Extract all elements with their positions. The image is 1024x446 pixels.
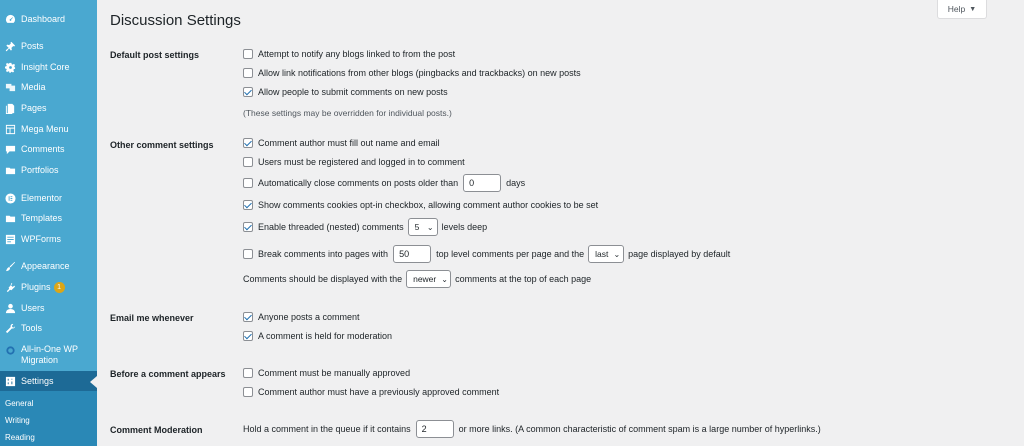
submenu-item-writing[interactable]: Writing xyxy=(5,416,30,425)
plugins-update-badge: 1 xyxy=(54,282,65,293)
sidebar-item-label: Posts xyxy=(21,41,44,51)
threaded-comments-option[interactable] xyxy=(243,218,487,236)
sidebar-item-media[interactable] xyxy=(0,77,97,97)
page-title: Discussion Settings xyxy=(110,12,241,29)
sidebar-item-label: Tools xyxy=(21,323,43,333)
previously-approved-checkbox[interactable] xyxy=(243,387,253,397)
option-label-mid: top level comments per page and the xyxy=(436,249,585,259)
sidebar-item-portfolios[interactable] xyxy=(0,160,97,180)
option-label: Show comments cookies opt-in checkbox, allowing comment author cookies to be set xyxy=(258,200,599,210)
select-value: 5 xyxy=(414,222,420,232)
chevron-down-icon: ⌄ xyxy=(441,274,448,284)
sidebar-item-posts[interactable] xyxy=(0,36,97,56)
folder-icon xyxy=(4,212,16,224)
help-tab-button[interactable] xyxy=(937,0,987,19)
manual-approval-option[interactable] xyxy=(243,368,410,378)
sidebar-item-label: Insight Core xyxy=(21,62,70,72)
option-label: Users must be registered and logged in to comment xyxy=(258,157,465,167)
option-label: Allow people to submit comments on new posts xyxy=(258,87,448,97)
sidebar-item-label: Plugins xyxy=(21,282,51,292)
sidebar-item-templates[interactable] xyxy=(0,208,97,228)
option-label-suffix: or more links. (A common characteristic of comment spam is a large number of hyperlinks.) xyxy=(458,424,821,434)
option-label: Comment must be manually approved xyxy=(258,368,411,378)
option-label: A comment is held for moderation xyxy=(258,331,393,341)
cookies-optin-option[interactable] xyxy=(243,200,598,210)
sidebar-item-label: Settings xyxy=(21,376,54,386)
sidebar-item-tools[interactable] xyxy=(0,318,97,338)
sidebar-item-all-in-one-wp-migration[interactable] xyxy=(0,341,97,369)
option-label-suffix: levels deep xyxy=(441,222,488,232)
comment-order-select[interactable] xyxy=(406,270,451,288)
plug-icon xyxy=(4,281,16,293)
pages-icon xyxy=(4,102,16,114)
sidebar-item-label: Comments xyxy=(21,144,65,154)
registered-users-option[interactable] xyxy=(243,157,465,167)
sidebar-item-label: WPForms xyxy=(21,234,61,244)
author-fill-option[interactable] xyxy=(243,138,440,148)
comment-order-option xyxy=(243,270,591,288)
sidebar-item-users[interactable] xyxy=(0,298,97,318)
sidebar-item-pages[interactable] xyxy=(0,98,97,118)
paged-comments-checkbox[interactable] xyxy=(243,249,253,259)
sidebar-item-appearance[interactable] xyxy=(0,256,97,276)
option-label: Automatically close comments on posts older than xyxy=(258,178,459,188)
option-label: Enable threaded (nested) comments xyxy=(258,222,404,232)
email-anyone-posts-checkbox[interactable] xyxy=(243,312,253,322)
sidebar-item-wpforms[interactable] xyxy=(0,229,97,249)
menu-grid-icon xyxy=(4,123,16,135)
user-icon xyxy=(4,302,16,314)
sidebar-item-insight-core[interactable] xyxy=(0,57,97,77)
sidebar-item-plugins[interactable] xyxy=(0,277,97,297)
option-label: Comments should be displayed with the xyxy=(243,274,403,284)
paintbrush-icon xyxy=(4,260,16,272)
option-label: Comment author must have a previously approved comment xyxy=(258,387,500,397)
select-value: last xyxy=(595,249,609,259)
sidebar-item-comments[interactable] xyxy=(0,139,97,159)
comment-bubble-icon xyxy=(4,143,16,155)
dashboard-icon xyxy=(4,13,16,25)
paged-comments-option[interactable] xyxy=(243,245,730,263)
thread-depth-select[interactable] xyxy=(408,218,438,236)
chevron-down-icon: ⌄ xyxy=(613,249,621,259)
comments-per-page-input[interactable]: 50 xyxy=(393,245,431,263)
select-value: newer xyxy=(413,274,437,284)
cookies-optin-checkbox[interactable] xyxy=(243,200,253,210)
wrench-icon xyxy=(4,322,16,334)
before-comment-appears-label: Before a comment appears xyxy=(110,369,226,379)
previously-approved-option[interactable] xyxy=(243,387,499,397)
auto-close-option[interactable] xyxy=(243,174,525,192)
sidebar-item-label: Portfolios xyxy=(21,165,59,175)
option-label-suffix: page displayed by default xyxy=(628,249,731,259)
sidebar-item-dashboard[interactable] xyxy=(0,9,97,29)
manual-approval-checkbox[interactable] xyxy=(243,368,253,378)
option-label: Break comments into pages with xyxy=(258,249,389,259)
sidebar-item-label: Mega Menu xyxy=(21,124,69,134)
sidebar-item-label: Dashboard xyxy=(21,14,66,24)
pushpin-icon xyxy=(4,40,16,52)
allow-comments-checkbox[interactable] xyxy=(243,87,253,97)
elementor-icon xyxy=(4,192,16,204)
sidebar-item-label: Elementor xyxy=(21,193,63,203)
allow-pingbacks-option[interactable] xyxy=(243,68,581,78)
sidebar-item-label: All-in-One WP Migration xyxy=(21,344,78,365)
help-label: Help xyxy=(947,4,966,14)
option-label: Comment author must fill out name and email xyxy=(258,138,440,148)
option-label-suffix: comments at the top of each page xyxy=(455,274,592,284)
caret-down-icon: ▼ xyxy=(969,5,977,13)
email-me-whenever-label: Email me whenever xyxy=(110,313,194,323)
moderation-links-option xyxy=(243,420,821,438)
option-label: Allow link notifications from other blogs (pingbacks and trackbacks) on new posts xyxy=(258,68,581,78)
settings-submenu xyxy=(0,391,97,446)
folder-icon xyxy=(4,164,16,176)
option-label: Anyone posts a comment xyxy=(258,312,360,322)
override-note: (These settings may be overridden for individual posts.) xyxy=(243,108,452,118)
option-label: Attempt to notify any blogs linked to from the post xyxy=(258,49,456,59)
notify-linked-blogs-checkbox[interactable] xyxy=(243,49,253,59)
auto-close-days-input[interactable]: 0 xyxy=(463,174,501,192)
moderation-links-input[interactable]: 2 xyxy=(416,420,454,438)
sidebar-item-label: Pages xyxy=(21,103,47,113)
registered-users-checkbox[interactable] xyxy=(243,157,253,167)
email-held-moderation-checkbox[interactable] xyxy=(243,331,253,341)
gear-icon xyxy=(4,61,16,73)
media-icon xyxy=(4,81,16,93)
submenu-item-reading[interactable]: Reading xyxy=(5,433,35,442)
settings-sliders-icon xyxy=(4,375,16,387)
migration-icon xyxy=(4,344,16,356)
other-comment-settings-label: Other comment settings xyxy=(110,140,214,150)
default-page-select[interactable] xyxy=(588,245,624,263)
form-icon xyxy=(4,233,16,245)
option-label-suffix: days xyxy=(506,178,526,188)
sidebar-item-mega-menu[interactable] xyxy=(0,119,97,139)
allow-pingbacks-checkbox[interactable] xyxy=(243,68,253,78)
email-anyone-posts-option[interactable] xyxy=(243,312,360,322)
allow-comments-option[interactable] xyxy=(243,87,448,97)
sidebar-item-elementor[interactable] xyxy=(0,188,97,208)
email-held-moderation-option[interactable] xyxy=(243,331,392,341)
sidebar-item-settings[interactable] xyxy=(0,371,97,391)
sidebar-item-label: Appearance xyxy=(21,261,70,271)
sidebar-item-label: Templates xyxy=(21,213,63,223)
default-post-settings-label: Default post settings xyxy=(110,50,200,60)
option-label: Hold a comment in the queue if it contains xyxy=(243,424,411,434)
notify-linked-blogs-option[interactable] xyxy=(243,49,455,59)
chevron-down-icon: ⌄ xyxy=(426,222,434,232)
submenu-item-general[interactable]: General xyxy=(5,399,34,408)
threaded-comments-checkbox[interactable] xyxy=(243,222,253,232)
sidebar-item-label: Users xyxy=(21,303,45,313)
sidebar-item-label: Media xyxy=(21,82,46,92)
author-fill-checkbox[interactable] xyxy=(243,138,253,148)
admin-sidebar xyxy=(0,0,97,446)
auto-close-checkbox[interactable] xyxy=(243,178,253,188)
comment-moderation-label: Comment Moderation xyxy=(110,425,203,435)
